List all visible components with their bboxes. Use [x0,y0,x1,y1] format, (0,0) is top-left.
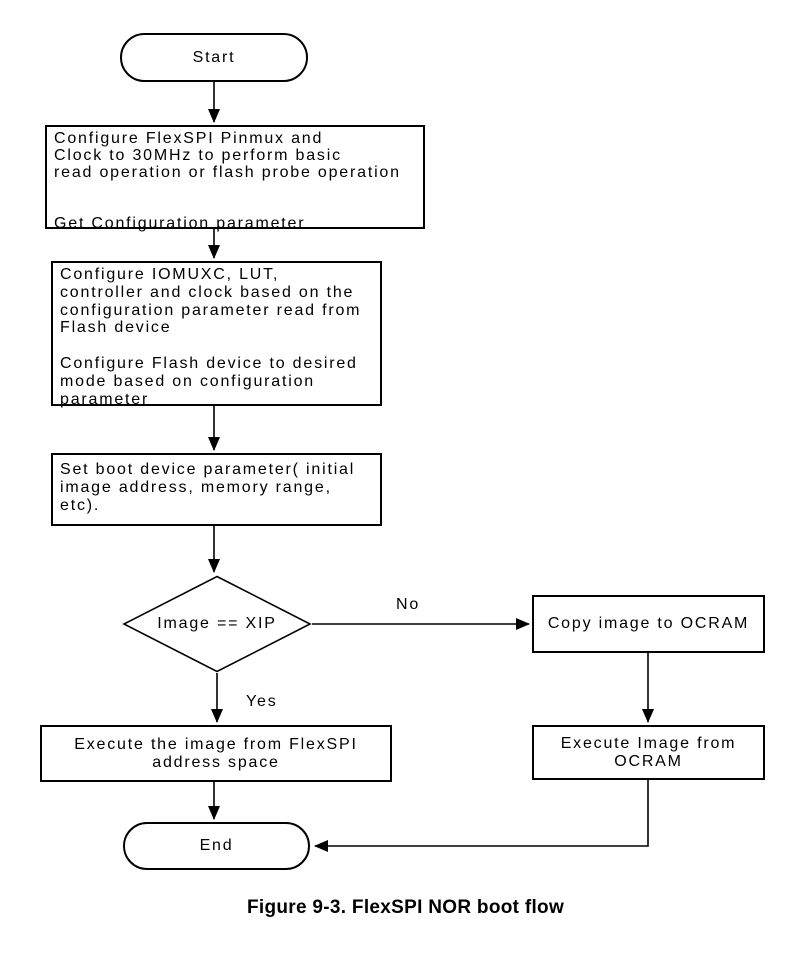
config-flexspi-line [54,198,421,215]
edge-label-yes: Yes [246,693,278,710]
copy-ocram-node [532,595,765,653]
decision-xip-node [122,575,312,673]
config-iomuxc-line: parameter [60,390,150,408]
end-node [123,822,310,870]
exec-ocram-line: OCRAM [614,752,683,770]
figure-caption: Figure 9-3. FlexSPI NOR boot flow [246,897,565,918]
exec-flexspi-node [40,725,392,782]
edge-exec-ocram-to-end [315,780,648,846]
exec-flexspi-line: address space [152,753,280,771]
config-flexspi-line: read operation or flash probe operation [54,164,401,181]
decision-xip-label: Image == XIP [157,615,277,632]
config-flexspi-line [54,181,421,198]
config-flexspi-node [45,125,425,232]
config-flexspi-line: Configure FlexSPI Pinmux and [54,130,324,147]
config-iomuxc-line [60,337,378,355]
start-node [120,33,308,82]
set-boot-param-line: image address, memory range, [60,479,332,496]
exec-ocram-line: Execute Image from [560,734,737,752]
config-flexspi-line: Get Configuration parameter [54,215,306,232]
copy-ocram-label: Copy image to OCRAM [547,615,750,632]
set-boot-param-line: etc). [60,497,101,514]
exec-ocram-node [532,725,765,780]
config-flexspi-line: Clock to 30MHz to perform basic [54,147,342,164]
start-label: Start [192,48,236,66]
config-iomuxc-line: controller and clock based on the [60,283,355,301]
config-iomuxc-line: Configure IOMUXC, LUT, [60,266,280,283]
config-iomuxc-line: Configure Flash device to desired [60,354,358,372]
config-iomuxc-node [51,261,382,406]
edge-label-no: No [396,596,421,613]
set-boot-param-line: Set boot device parameter( initial [60,461,356,478]
set-boot-param-node [51,453,382,526]
end-label: End [199,837,234,854]
config-iomuxc-line: Flash device [60,319,172,337]
config-iomuxc-line: configuration parameter read from [60,301,362,319]
config-iomuxc-line: mode based on configuration [60,372,315,390]
exec-flexspi-line: Execute the image from FlexSPI [74,735,358,753]
